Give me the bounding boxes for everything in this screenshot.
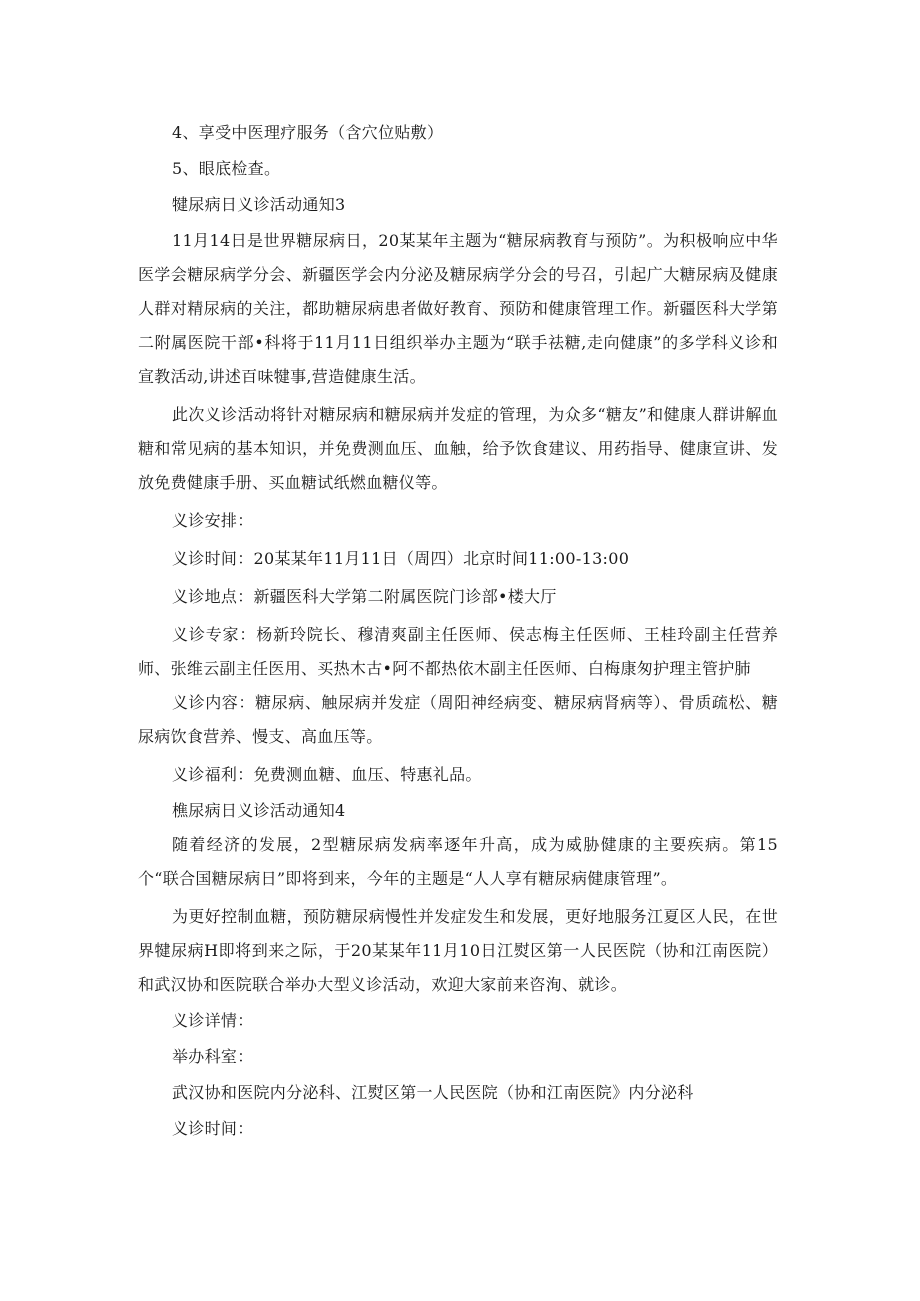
paragraph-clinic-experts: 义诊专家：杨新玲院长、穆清爽副主任医师、侯志梅主任医师、王桂玲副主任营养师、张维云副主任医用、买热木古•阿不都热依木副主任医师、白梅康匆护理主管护肺 — [138, 625, 778, 678]
paragraph-details-label: 义诊详情： — [172, 1011, 254, 1030]
paragraph-activity-description: 此次义诊活动将针对糖尿病和糖尿病并发症的管理，为众多“糖友”和健康人群讲解血糖和常见病的基本知识，并免费测血压、血触，给予饮食建议、用药指导、健康宣讲、发放免费健康手册、买血糖试纸燃血糖仪等。 — [138, 405, 778, 492]
paragraph-clinic-location: 义诊地点：新疆医科大学第二附属医院门诊部•楼大厅 — [172, 587, 557, 606]
paragraph-department-label: 举办科室： — [172, 1047, 254, 1066]
paragraph-joint-clinic: 为更好控制血糖，预防糖尿病慢性并发症发生和发展，更好地服务江夏区人民，在世界犍尿病H即将到来之际，于20某某年11月10日江熨区第一人民医院（协和江南医院）和武汉协和医院联合举办大型义诊活动，欢迎大家前来咨洵、就诊。 — [138, 907, 778, 994]
paragraph-departments: 武汉协和医院内分泌科、江熨区第一人民医院（协和江南医院》内分泌科 — [172, 1083, 694, 1102]
paragraph-clinic-benefits: 义诊福利：免费测血糖、血压、特惠礼品。 — [172, 765, 482, 784]
paragraph-economic-development: 随着经济的发展，2型糖尿病发病率逐年升高，成为威胁健康的主要疾病。第15个“联合国糖尿病日”即将到来，今年的主题是“人人享有糖尿病健康管理”。 — [138, 835, 778, 888]
paragraph-time-label: 义诊时间： — [172, 1119, 254, 1138]
section-heading-notice-4: 樵尿病日义诊活动通知4 — [172, 801, 346, 820]
paragraph-diabetes-day-intro: 11月14日是世界糖尿病日，20某某年主题为“糖尿病教育与预防”。为积极响应中华医学会糖尿病学分会、新疆医学会内分泌及糖尿病学分会的号召，引起广大糖尿病及健康人群对精尿病的关注，都助糖尿病患者做好教育、预防和健康管理工作。新疆医科大学第二附属医院干部•科将于11月11日组织举办主题为“联手祛糖,走向健康”的多学科义诊和宣教活动,讲述百味犍事,营造健康生活。 — [138, 231, 778, 386]
paragraph-schedule-label: 义诊安排： — [172, 511, 254, 530]
list-item-fundus-exam: 5、眼底检查。 — [172, 159, 281, 178]
paragraph-clinic-time: 义诊时间：20某某年11月11日（周四）北京时间11:00-13:00 — [172, 549, 630, 568]
document-page — [138, 116, 778, 1146]
paragraph-clinic-content: 义诊内容：糖尿病、触尿病并发症（周阳神经病变、糖尿病肾病等）、骨质疏松、糖尿病饮食营养、慢支、高血压等。 — [138, 693, 778, 746]
section-heading-notice-3: 犍尿病日义诊活动通知3 — [172, 195, 346, 214]
list-item-tcm-therapy: 4、享受中医理疗服务（含穴位贴敷） — [172, 123, 444, 142]
